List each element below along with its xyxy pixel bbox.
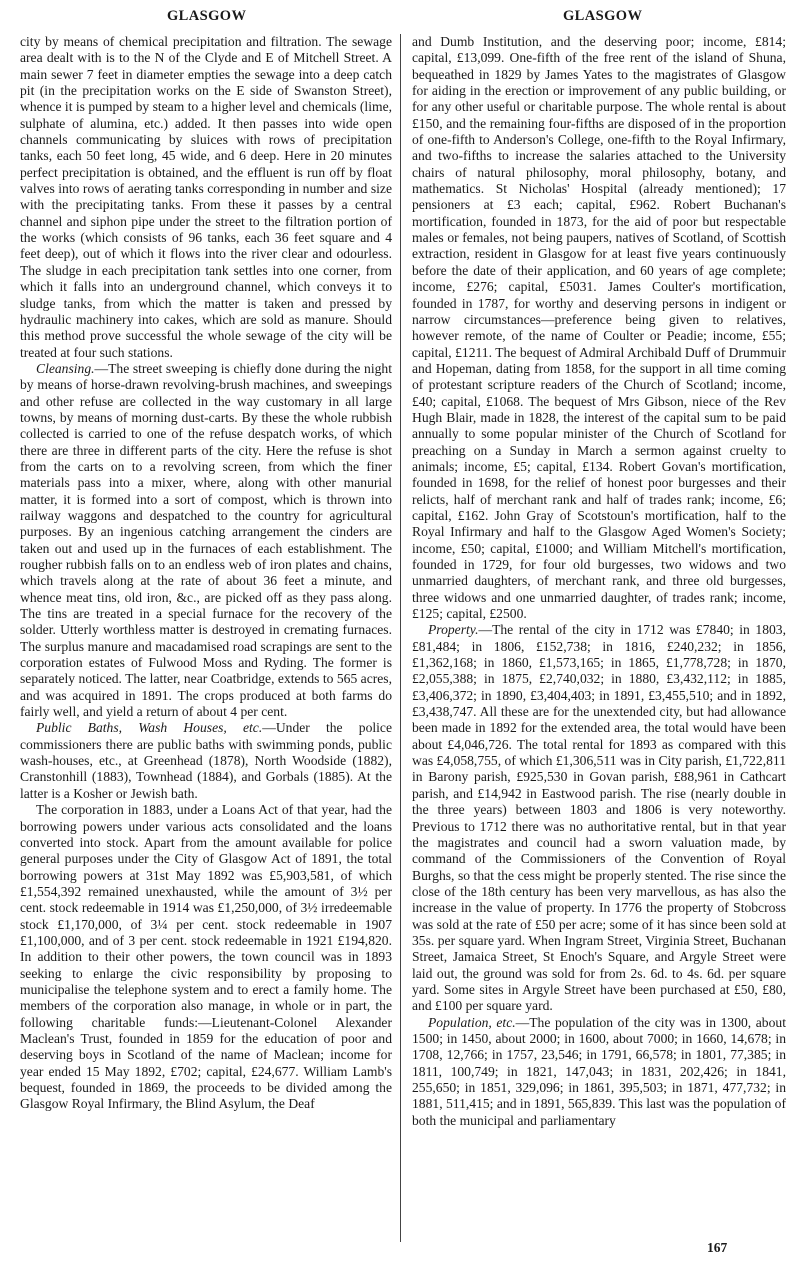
paragraph xyxy=(412,1015,786,1129)
running-header xyxy=(0,6,800,30)
left-column xyxy=(20,34,392,1113)
paragraph xyxy=(20,802,392,1113)
section-heading: Cleansing. xyxy=(36,360,95,376)
running-header-right: GLASGOW xyxy=(563,8,643,24)
right-column xyxy=(412,34,786,1129)
column-divider xyxy=(400,34,401,1242)
paragraph-text: —The population of the city was in 1300, about 1500; in 1450, about 2000; in 1600, about 7000; in 1660, 14,678; in 1708, 12,766; in 1757, 23,546; in 1791, 66,578; in 1801, 77,385; in 1811, 100,749; in 1821, 147,043; in 1831, 202,426; in 1841, 255,650; in 1851, 329,096; in 1861, 395,503; in 1871, 477,732; in 1881, 511,415; and in 1891, 565,839. This last was the population of both the municipal and parliamentary xyxy=(412,1014,786,1128)
section-heading: Population, etc. xyxy=(428,1014,516,1030)
section-heading: Public Baths, Wash Houses, etc. xyxy=(36,720,263,736)
running-header-left: GLASGOW xyxy=(167,8,247,24)
paragraph xyxy=(20,720,392,802)
paragraph-text: and Dumb Institution, and the deserving poor; income, £814; capital, £13,099. One-fifth of the free rent of the island of Shuna, bequeathed in 1829 by James Yates to the magistrates of Glasgow for aiding in the erection or improvement of any public building, or for any other useful or charitable purpose. The whole rental is about £150, and the remaining four-fifths are disposed of in the proportion of one-fifth to Anderson's College, one-fifth to the Royal Infirmary, and two-fifths to increase the salaries attached to the University chairs of natural philosophy, moral philosophy, botany, and mathematics. St Nicholas' Hospital (already mentioned); 17 pensioners at £3 each; capital, £962. Robert Buchanan's mortification, founded in 1873, for the aid of poor but respectable males or females, not being paupers, natives of Scotland, of Scottish extraction, resident in Glasgow for at least five years continuously before the date of their application, and 60 years of age complete; income, £276; capital, £5031. James Coulter's mortification, founded in 1787, for worthy and deserving persons in indigent or narrow circumstances—preference being given to relatives, however remote, of the name of Coulter or Peadie; income, £55; capital, £1211. The bequest of Admiral Archibald Duff of Drummuir and Hopeman, dating from 1858, for the support in all time coming of protestant scripture readers of the Church of Scotland; income, £40; capital, £1068. The bequest of Mrs Gibson, niece of the Rev Hugh Blair, made in 1828, the interest of the capital sum to be paid annually to some popular minister of the Church of Scotland for preaching on a Sunday in March a sermon against cruelty to animals; income, £5; capital, £134. Robert Govan's mortification, founded in 1698, for the relief of honest poor burgesses and their relicts, half of merchant rank and half of trades rank; income, £6; capital, £162. John Gray of Scotstoun's mortification, half to the Royal Infirmary and half to the Glasgow Aged Women's Society; income, £50; capital, £1000; and William Mitchell's mortification, founded in 1729, for four old burgesses, two widows and two unmarried daughters, of merchant rank, and three old burgesses, three widows and one unmarried daughter, of trades rank; income, £125; capital, £2500. xyxy=(412,34,786,622)
paragraph-text: —The street sweeping is chiefly done during the night by means of horse-drawn revolving-brush machines, and sweepings and other refuse are collected in the way customary in all large towns, by means of morning dust-carts. By these the whole rubbish collected is carried to one of the refuse despatch works, of which there are three in different parts of the city. Here the refuse is shot from the carts on to a revolving screen, from which the finer materials pass into a mixer, where, along with other manurial matter, it is formed into a sort of compost, which is thrown into railway waggons and despatched to the country for agricultural purposes. By an ingenious catching arrangement the cinders are taken out and used up in the furnaces of each establishment. The rougher rubbish falls on to an endless web of iron plates and chains, which travels along at the rate of about 36 feet a minute, and whence meat tins, old iron, &c., are picked off as they pass along. The tins are treated in a special furnace for the recovery of the solder. Utterly worthless matter is destroyed in cremating furnaces. The surplus manure and macadamised road scrapings are sent to the corporation estates of Fulwood Moss and Ryding. The former is separately noticed. The latter, near Coatbridge, extends to 565 acres, and was acquired in 1891. The crops produced at both farms do fairly well, and yield a return of about 4 per cent. xyxy=(20,360,392,720)
paragraph xyxy=(20,34,392,361)
paragraph-text: The corporation in 1883, under a Loans Act of that year, had the borrowing powers under various acts consolidated and the loans converted into stock. Apart from the amount available for police general purposes under the City of Glasgow Act of 1891, the total borrowing powers at 31st May 1892 was £5,903,581, of which £1,554,392 remained unexhausted, while the amount of 3½ per cent. stock redeemable in 1914 was £1,250,000, of 3½ irredeemable stock £1,170,000, of 3¼ per cent. stock redeemable in 1907 £1,100,000, and of 3 per cent. stock redeemable in 1921 £194,820. In addition to their other powers, the town council was in 1893 seeking to enlarge the civic responsibility by proposing to municipalise the telephone system and to erect a family home. The members of the corporation also manage, in whole or in part, the following charitable funds:—Lieutenant-Colonel Alexander Maclean's Trust, founded in 1859 for the education of poor and deserving boys in Scotland of the name of Maclean; income for year ended 15 May 1892, £702; capital, £24,677. William Lamb's bequest, founded in 1869, the proceeds to be divided among the Glasgow Royal Infirmary, the Blind Asylum, the Deaf xyxy=(20,802,392,1112)
paragraph-text: —The rental of the city in 1712 was £7840; in 1803, £81,484; in 1806, £152,738; in 1816, £240,232; in 1856, £1,362,168; in 1860, £1,573,165; in 1865, £1,778,728; in 1870, £2,055,388; in 1875, £2,740,032; in 1880, £3,432,112; in 1885, £3,406,372; in 1890, £3,404,403; in 1891, £3,455,510; and in 1892, £3,438,747. All these are for the unextended city, but had allowance been made in 1892 for the extended area, the total would have been about £4,046,726. The total rental for 1893 as compared with this was £4,058,755, of which £1,306,511 was in City parish, £1,722,811 in Barony parish, £925,530 in Govan parish, £88,961 in Cathcart parish, and £14,942 in Eastwood parish. The rise (nearly double in the three years) between 1803 and 1806 is very noteworthy. Previous to 1712 there was no authoritative rental, but in that year the magistrates and council had a sworn valuation made, by command of the Commissioners of the Convention of Royal Burghs, so that the cess might be properly stented. The rise since the close of the 18th century has been very marvellous, as has also the increase in the value of property. In 1776 the property of Stobcross was sold at the rate of £50 per acre; some of it has since been sold at 35s. per square yard. When Ingram Street, Virginia Street, Buchanan Street, Jamaica Street, St Enoch's Square, and Argyle Street were laid out, the ground was sold for from 2s. 6d. to 4s. 6d. per square yard. Some sites in Argyle Street have been purchased at £50, £80, and £100 per square yard. xyxy=(412,622,786,1014)
paragraph-text: —Under the police commissioners there are public baths with swimming ponds, public wash-houses, etc., at Greenhead (1878), North Woodside (1882), Cranstonhill (1883), Townhead (1884), and Gorbals (1885). At the latter is a Kosher or Jewish bath. xyxy=(20,720,392,801)
paragraph xyxy=(412,622,786,1014)
paragraph-text: city by means of chemical precipitation and filtration. The sewage area dealt with is to the N of the Clyde and E of Mitchell Street. A main sewer 7 feet in diameter empties the sewage into a deep catch pit (in the precipitation works on the E side of Swanston Street), whence it is pumped by steam to a higher level and chemicals (lime, sulphate of alumina, etc.) added. It then passes into wide open channels communicating by sluices with rows of precipitation tanks, each 50 feet long, 45 wide, and 6 deep. Here in 20 minutes perfect precipitation is obtained, and the effluent is run off by float valves into rows of aerating tanks corresponding in number and size with the precipitating tanks. From these it passes by a central channel and siphon pipe under the street to the filtration portion of the works (which consists of 96 tanks, each 36 feet square and 4 feet deep), out of which it flows into the river clear and odourless. The sludge in each precipitation tank settles into one corner, from which it falls into an underground channel, which conveys it to sludge tanks, from which the matter is taken and pressed by hydraulic machinery into cakes, which are sold as manure. Should this method prove successful the whole sewage of the city will be treated at four such stations. xyxy=(20,34,392,360)
page-number: 167 xyxy=(707,1240,728,1255)
paragraph xyxy=(20,361,392,721)
section-heading: Property. xyxy=(428,622,479,638)
paragraph xyxy=(412,34,786,622)
